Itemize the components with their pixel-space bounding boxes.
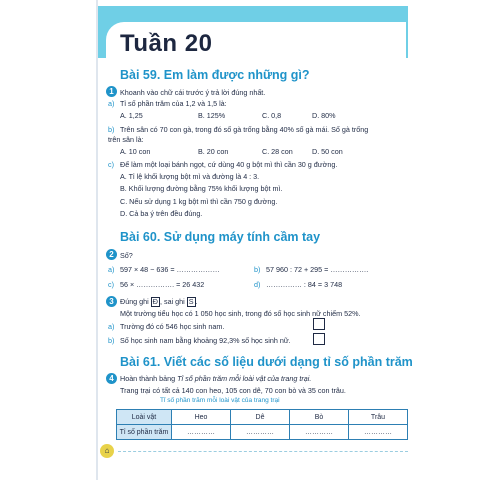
part-b-label: b) bbox=[108, 125, 115, 134]
footer-divider bbox=[118, 451, 408, 452]
part-a-option-d[interactable]: D. 80% bbox=[312, 111, 336, 120]
week-title: Tuần 20 bbox=[120, 30, 213, 57]
exercise-3-instruction bbox=[120, 297, 198, 307]
part-b-option-c[interactable]: C. 28 con bbox=[262, 147, 293, 156]
ex3-mid: , sai ghi bbox=[159, 297, 185, 306]
ex3-claim-b: Số học sinh nam bằng khoảng 92,3% số học sinh nữ. bbox=[120, 336, 291, 345]
page-edge bbox=[96, 0, 98, 480]
lesson-61-title: Bài 61. Viết các số liệu dưới dạng tỉ số phần trăm bbox=[120, 355, 413, 369]
exercise-4-instruction bbox=[120, 374, 311, 383]
ex2-part-d-label: d) bbox=[254, 280, 261, 289]
ex3-tail: . bbox=[195, 297, 198, 306]
false-mark-box: S bbox=[188, 297, 194, 306]
ex2-part-b[interactable]: 57 960 : 72 + 295 = ……………. bbox=[266, 265, 369, 274]
part-c-label: c) bbox=[108, 160, 114, 169]
true-mark-box: Đ bbox=[152, 297, 158, 306]
ex3-answer-box-a[interactable] bbox=[313, 318, 325, 330]
part-a-option-a[interactable]: A. 1,25 bbox=[120, 111, 143, 120]
ex3-claim-a: Trường đó có 546 học sinh nam. bbox=[120, 322, 225, 331]
ex2-part-d[interactable]: …………… : 84 = 3 748 bbox=[266, 280, 343, 289]
percentage-table bbox=[116, 409, 408, 440]
part-b-question-line2: trên sân là: bbox=[108, 135, 144, 144]
part-b-question-line1: Trên sân có 70 con gà, trong đó số gà trống bằng 40% số gà mái. Số gà trống bbox=[120, 125, 369, 134]
house-icon: ⌂ bbox=[100, 444, 114, 458]
part-c-option-d[interactable]: D. Cả ba ý trên đều đúng. bbox=[120, 209, 203, 218]
exercise-4-statement: Trang trại có tất cả 140 con heo, 105 con dê, 70 con bò và 35 con trâu. bbox=[120, 386, 346, 395]
ex2-part-a[interactable]: 597 × 48 − 636 = ……………… bbox=[120, 265, 220, 274]
table-caption: Tỉ số phần trăm mỗi loài vật của trang trại bbox=[160, 397, 280, 404]
table-header-cell: Bò bbox=[290, 410, 349, 425]
table-header-cell: Loài vật bbox=[117, 410, 172, 425]
table-header-cell: Heo bbox=[172, 410, 231, 425]
ex3-answer-box-b[interactable] bbox=[313, 333, 325, 345]
lesson-59-title: Bài 59. Em làm được những gì? bbox=[120, 68, 310, 82]
exercise-number-4: 4 bbox=[106, 373, 117, 384]
ex4-italic: Tỉ số phần trăm mỗi loài vật của trang trại. bbox=[177, 374, 312, 383]
ex3-part-a-label: a) bbox=[108, 322, 115, 331]
exercise-3-statement: Một trường tiểu học có 1 050 học sinh, trong đó số học sinh nữ chiếm 52%. bbox=[120, 309, 361, 318]
ex3-pre: Đúng ghi bbox=[120, 297, 149, 306]
part-a-option-b[interactable]: B. 125% bbox=[198, 111, 226, 120]
table-answer-cell[interactable]: ………… bbox=[231, 425, 290, 440]
table-answer-cell[interactable]: ………… bbox=[349, 425, 408, 440]
table-header-cell: Trâu bbox=[349, 410, 408, 425]
table-answer-cell[interactable]: ………… bbox=[172, 425, 231, 440]
ex2-part-c[interactable]: 56 × ……………. = 26 432 bbox=[120, 280, 205, 289]
part-b-option-d[interactable]: D. 50 con bbox=[312, 147, 343, 156]
part-c-option-a[interactable]: A. Tỉ lệ khối lượng bột mì và đường là 4 : 3. bbox=[120, 172, 260, 181]
exercise-number-2: 2 bbox=[106, 249, 117, 260]
lesson-60-title: Bài 60. Sử dụng máy tính cầm tay bbox=[120, 230, 321, 244]
table-header-row bbox=[117, 410, 408, 425]
part-b-option-b[interactable]: B. 20 con bbox=[198, 147, 229, 156]
exercise-number-1: 1 bbox=[106, 86, 117, 97]
exercise-2-instruction: Số? bbox=[120, 251, 133, 260]
ex3-part-b-label: b) bbox=[108, 336, 115, 345]
part-c-option-b[interactable]: B. Khối lượng đường bằng 75% khối lượng bột mì. bbox=[120, 184, 283, 193]
part-a-label: a) bbox=[108, 99, 115, 108]
part-c-option-c[interactable]: C. Nếu sử dụng 1 kg bột mì thì cần 750 g đường. bbox=[120, 197, 278, 206]
exercise-1-instruction: Khoanh vào chữ cái trước ý trả lời đúng nhất. bbox=[120, 88, 266, 97]
table-row-label: Tỉ số phần trăm bbox=[117, 425, 172, 440]
table-header-cell: Dê bbox=[231, 410, 290, 425]
ex2-part-b-label: b) bbox=[254, 265, 261, 274]
part-c-question: Để làm một loại bánh ngọt, cứ dùng 40 g bột mì thì cần 30 g đường. bbox=[120, 160, 338, 169]
exercise-number-3: 3 bbox=[106, 296, 117, 307]
table-row bbox=[117, 425, 408, 440]
part-a-option-c[interactable]: C. 0,8 bbox=[262, 111, 282, 120]
ex2-part-c-label: c) bbox=[108, 280, 114, 289]
ex4-pre: Hoàn thành bảng bbox=[120, 374, 178, 383]
ex2-part-a-label: a) bbox=[108, 265, 115, 274]
part-b-option-a[interactable]: A. 10 con bbox=[120, 147, 151, 156]
table-answer-cell[interactable]: ………… bbox=[290, 425, 349, 440]
part-a-question: Tỉ số phần trăm của 1,2 và 1,5 là: bbox=[120, 99, 227, 108]
